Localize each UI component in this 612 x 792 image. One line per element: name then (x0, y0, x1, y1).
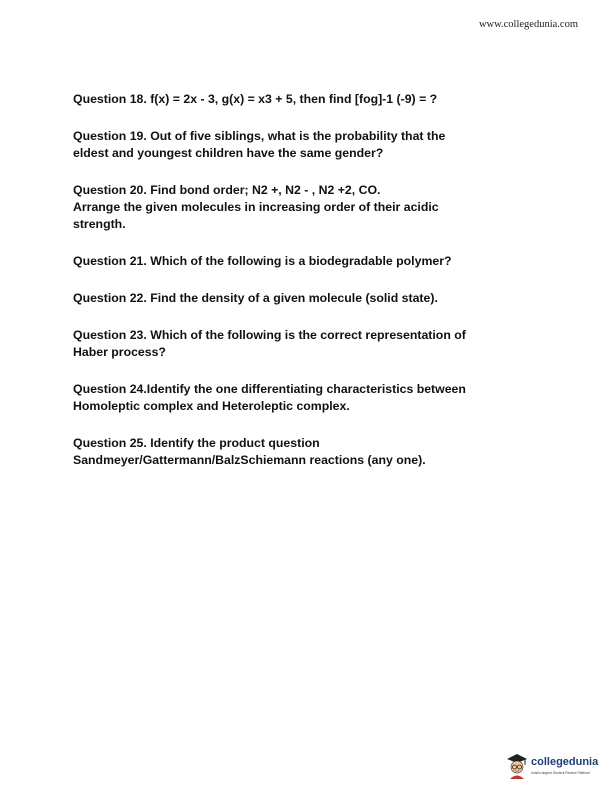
header-url[interactable]: www.collegedunia.com (478, 19, 578, 30)
question-24 (73, 381, 543, 415)
mascot-icon (505, 752, 529, 780)
question-line: Question 20. Find bond order; N2 +, N2 - , N2 +2, CO. (73, 183, 381, 197)
question-line: Question 22. Find the density of a given molecule (solid state). (73, 291, 438, 305)
question-23 (73, 327, 543, 361)
question-line: eldest and youngest children have the same gender? (73, 146, 384, 160)
question-22 (73, 290, 543, 307)
question-line: Haber process? (73, 345, 166, 359)
question-21 (73, 253, 543, 270)
question-line: Question 21. Which of the following is a biodegradable polymer? (73, 254, 452, 268)
question-line: Question 18. f(x) = 2x - 3, g(x) = x3 + 5, then find [fog]-1 (-9) = ? (73, 92, 438, 106)
question-line: Sandmeyer/Gattermann/BalzSchiemann reactions (any one). (73, 453, 426, 467)
question-line: Homoleptic complex and Heteroleptic complex. (73, 399, 350, 413)
question-line: Question 19. Out of five siblings, what is the probability that the (73, 129, 446, 143)
question-line: Question 23. Which of the following is the correct representation of (73, 328, 466, 342)
question-list (73, 91, 543, 489)
logo-text: collegedunia (531, 756, 599, 768)
logo-tagline: India's largest Student Review Platform (531, 771, 591, 775)
question-line: Question 24.Identify the one differentiating characteristics between (73, 382, 466, 396)
question-19 (73, 128, 543, 162)
question-line: strength. (73, 217, 126, 231)
question-line: Arrange the given molecules in increasing order of their acidic (73, 200, 439, 214)
question-20 (73, 182, 543, 233)
question-25 (73, 435, 543, 469)
question-line: Question 25. Identify the product question (73, 436, 320, 450)
question-18 (73, 91, 543, 108)
collegedunia-logo[interactable] (505, 749, 605, 785)
